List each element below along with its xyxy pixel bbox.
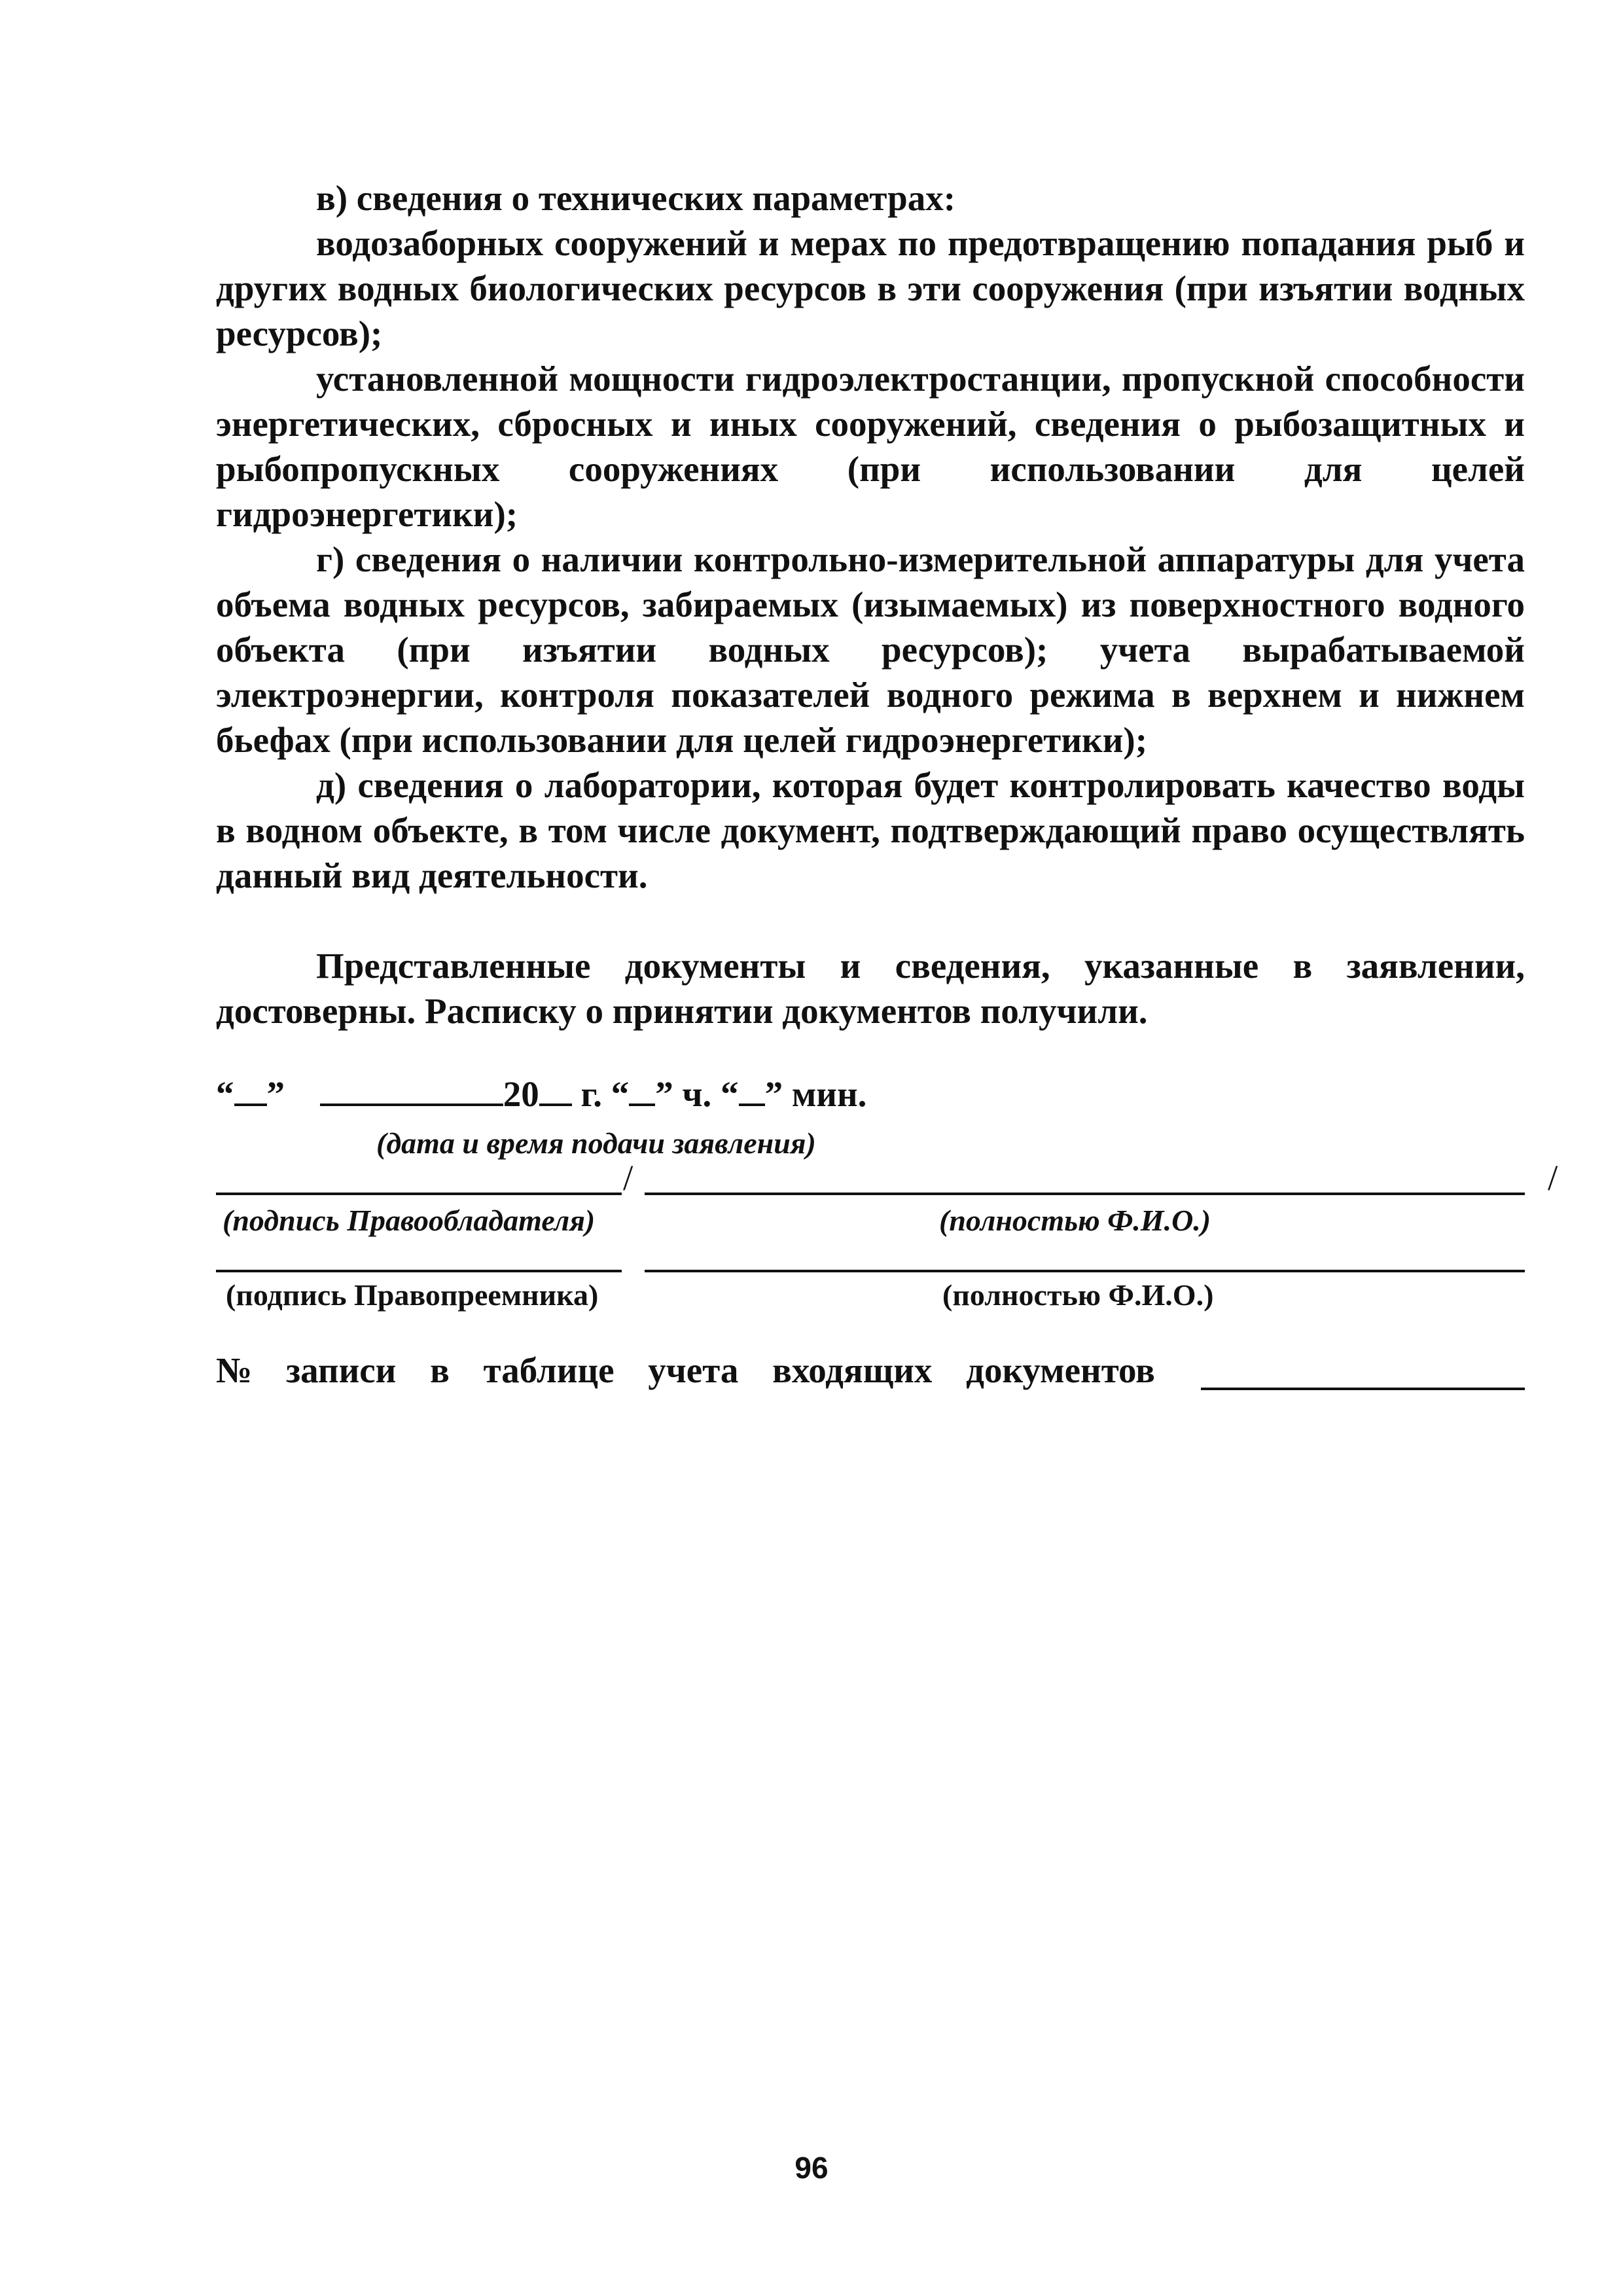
successor-signature-line[interactable] [216, 1270, 622, 1272]
paragraph-laboratory: д) сведения о лаборатории, которая будет контролировать качество воды в водном объекте, в том числе документ, подтверждающий право осуществлять данный вид деятельности. [216, 765, 1525, 895]
document-body [216, 175, 1525, 1033]
year-prefix: 20 [503, 1074, 539, 1114]
successor-name-caption: (полностью Ф.И.О.) [942, 1278, 1214, 1312]
holder-name-caption: (полностью Ф.И.О.) [939, 1204, 1211, 1237]
open-quote: “ [216, 1074, 234, 1114]
holder-slash: / [623, 1158, 633, 1198]
paragraph-measuring-equipment: г) сведения о наличии контрольно-измерительной аппаратуры для учета объема водных ресурсов, забираемых (изымаемых) из поверхностного водного объекта (при изъятии водных ресурсов); учета вырабатываемой электроэнергии, контроля показателей водного режима в верхнем и нижнем бьефах (при использовании для целей гидроэнергетики); [216, 539, 1525, 760]
hour-close-quote: ” [655, 1074, 673, 1114]
year-suffix: г. [580, 1074, 603, 1114]
date-time-line [216, 1073, 866, 1115]
minute-open-quote: “ [721, 1074, 739, 1114]
successor-name-line[interactable] [645, 1270, 1525, 1272]
hour-blank[interactable] [629, 1073, 655, 1106]
year-blank[interactable] [539, 1073, 572, 1106]
hour-open-quote: “ [611, 1074, 630, 1114]
holder-signature-caption: (подпись Правообладателя) [223, 1204, 596, 1237]
holder-end-slash: / [1548, 1158, 1558, 1198]
month-blank[interactable] [320, 1073, 503, 1106]
paragraph-technical-params: в) сведения о технических параметрах: [316, 178, 956, 218]
successor-signature-caption: (подпись Правопреемника) [226, 1278, 599, 1312]
holder-name-line[interactable] [645, 1193, 1525, 1195]
paragraph-hydro-capacity: установленной мощности гидроэлектростанции, пропускной способности энергетических, сбросных и иных сооружений, сведения о рыбозащитных и рыбопропускных сооружениях (при использовании для целей гидроэнергетики); [216, 359, 1525, 534]
record-label: № записи в таблице учета входящих документов [216, 1350, 1155, 1390]
record-number-line[interactable] [1201, 1388, 1525, 1390]
paragraph-water-intake: водозаборных сооружений и мерах по предотвращению попадания рыб и других водных биологических ресурсов в эти сооружения (при изъятии водных ресурсов); [216, 223, 1525, 353]
close-quote: ” [266, 1074, 285, 1114]
statement-paragraph: Представленные документы и сведения, указанные в заявлении, достоверны. Расписку о принятии документов получили. [216, 946, 1525, 1031]
minute-label: мин. [791, 1074, 867, 1114]
page-number: 96 [794, 2151, 829, 2185]
holder-signature-line[interactable] [216, 1193, 622, 1195]
day-blank[interactable] [234, 1073, 267, 1106]
date-caption: (дата и время подачи заявления) [376, 1126, 816, 1160]
minute-blank[interactable] [739, 1073, 765, 1106]
hour-label: ч. [682, 1074, 712, 1114]
minute-close-quote: ” [764, 1074, 783, 1114]
